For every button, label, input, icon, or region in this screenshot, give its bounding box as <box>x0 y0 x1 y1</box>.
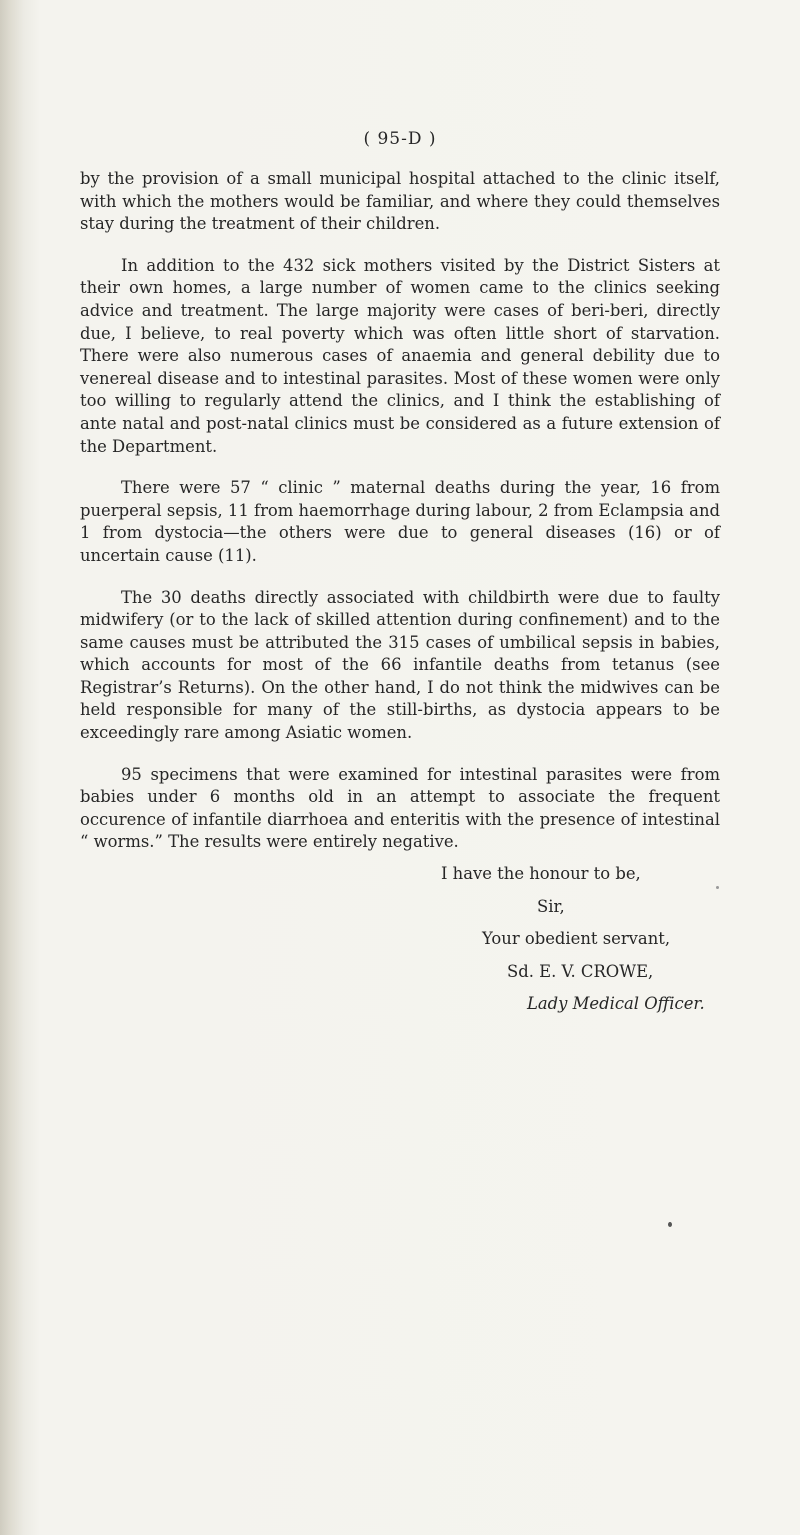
paragraph-sick-mothers: In addition to the 432 sick mothers visited by the District Sisters at their own homes, a large number of women came to the clinics seeking advice and treatment. The large majority were cases of beri-beri, directly due, I believe, to real poverty which was often little short of starvation. There were also numerous cases of anaemia and general debility due to venereal disease and to intestinal parasites. Most of these women were only too willing to regularly attend the clinics, and I think the establishing of ante natal and post-natal clinics must be considered as a future extension of the Department. <box>80 255 720 456</box>
body-text <box>80 168 720 873</box>
paragraph-maternal-deaths: There were 57 “ clinic ” maternal deaths during the year, 16 from puerperal sepsis, 11 from haemorrhage during labour, 2 from Eclampsia and 1 from dystocia—the others were due to general diseases (16) or of uncertain cause (11). <box>80 478 720 565</box>
valediction: Your obedient servant, <box>482 929 671 948</box>
ink-speck <box>668 1222 672 1227</box>
paragraph-intestinal-parasites: 95 specimens that were examined for intestinal parasites were from babies under 6 months old in an attempt to associate the frequent occurence of infantile diarrhoea and enteritis with the presence of intestinal “ worms.” The results were entirely negative. <box>80 764 720 852</box>
salutation: Sir, <box>537 896 565 916</box>
page-number: ( 95-D ) <box>363 129 437 149</box>
paragraph-continuation: by the provision of a small municipal hospital attached to the clinic itself, with which the mothers would be familiar, and where they could themselves stay during the treatment of their children. <box>80 169 720 234</box>
paragraph-childbirth-deaths: The 30 deaths directly associated with childbirth were due to faulty midwifery (or to the lack of skilled attention during confinement) and to the same causes must be attributed the 315 cases of umbilical sepsis in babies, which accounts for most of the 66 infantile deaths from tetanus (see Registrar’s Returns). On the other hand, I do not think the midwives can be held responsible for many of the still-births, as dystocia appears to be exceedingly rare among Asiatic women. <box>80 587 720 743</box>
signature: Sd. E. V. CROWE, <box>507 961 654 981</box>
closing-block <box>390 858 750 1021</box>
signatory-title: Lady Medical Officer. <box>527 994 705 1013</box>
ink-speck <box>716 886 719 889</box>
honour-line: I have the honour to be, <box>441 864 641 883</box>
